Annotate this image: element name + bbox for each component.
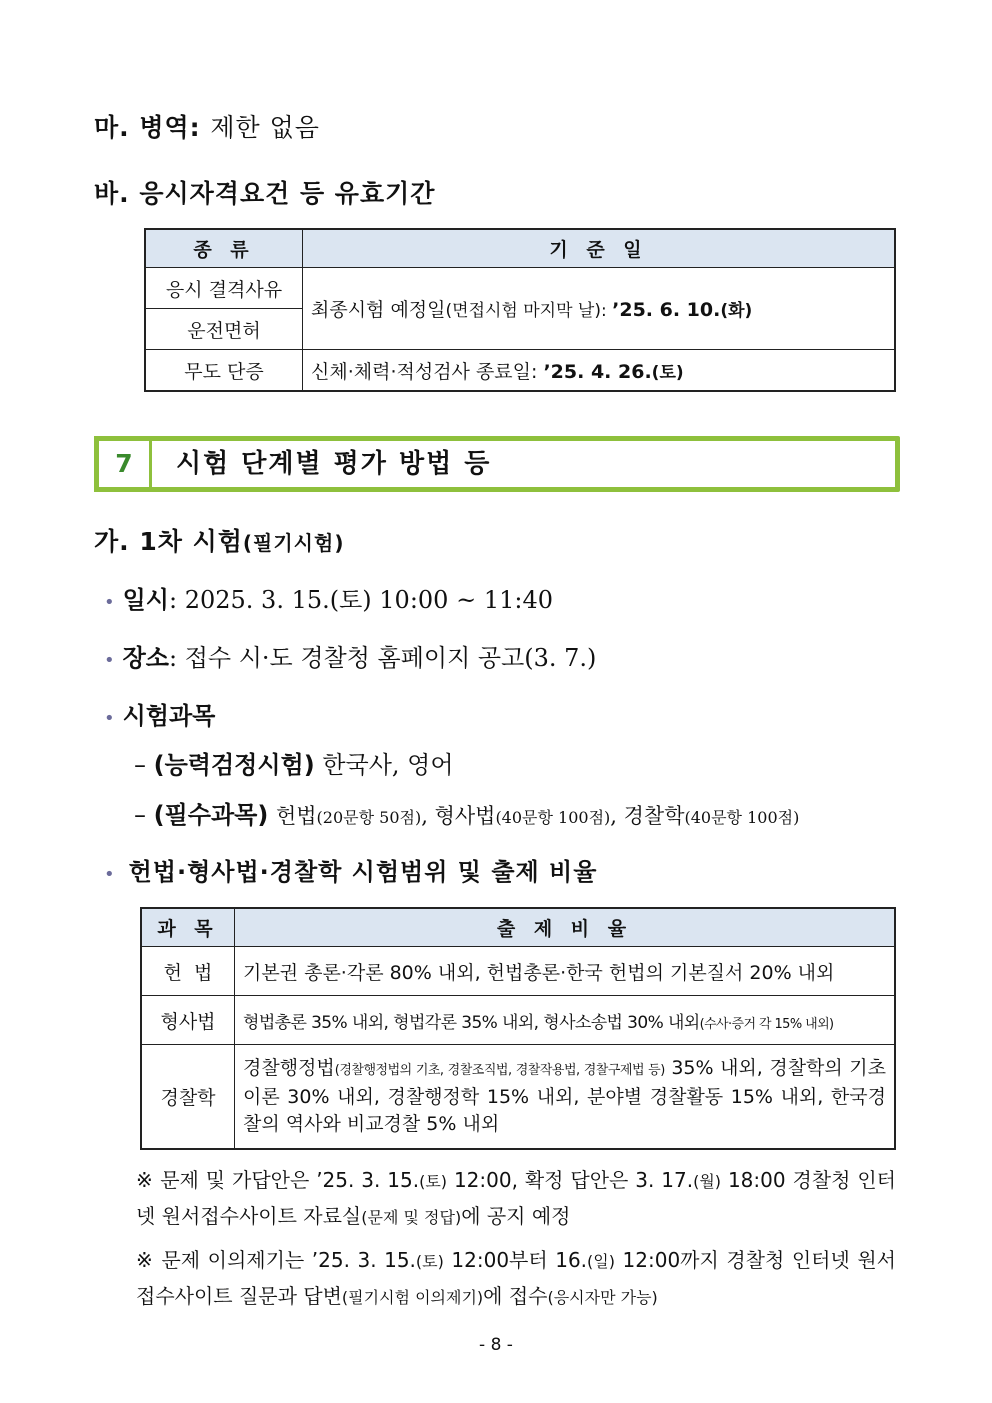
req-v3: , 경찰학: [610, 804, 685, 828]
req-v2: , 형사법: [421, 804, 496, 828]
table-row: [141, 1045, 895, 1149]
note-answers: [136, 1163, 896, 1235]
dash-icon: –: [134, 801, 154, 829]
req-s3: (40문항 100점): [684, 808, 800, 827]
ratio-c1-small: (경찰행정법의 기초, 경찰조직법, 경찰작용법, 경찰구제법 등): [334, 1062, 665, 1078]
note-text: 에 접수: [483, 1284, 548, 1308]
table-header-type: 종 류: [145, 229, 303, 268]
row-type: 무도 단증: [145, 350, 303, 392]
note-small: (문제 및 정답): [361, 1208, 462, 1227]
note-small: (응시자만 가능): [547, 1288, 658, 1307]
ratio-c2: 35% 내외, 경찰학의 기초이론 30% 내외, 경찰행정학 15% 내외, 분야별 경찰활동 15% 내외, 한국경찰의 역사와 비교경찰 5% 내외: [243, 1056, 886, 1135]
note-text: 12:00, 확정 답안은 3. 17.: [447, 1168, 694, 1192]
range-title-line: [104, 852, 597, 887]
merged-date-cell: [303, 268, 896, 350]
date-main: 신체·체력·적성검사 종료일:: [311, 360, 544, 383]
ratio-content: 기본권 총론·각론 80% 내외, 헌법총론·한국 헌법의 기본질서 20% 내외: [235, 947, 896, 996]
exam1-heading-small: (필기시험): [242, 531, 345, 555]
banner-title: 시험 단계별 평가 방법 등: [176, 449, 492, 479]
note-text: ※ 문제 이의제기는 ’25. 3. 15.: [136, 1248, 416, 1272]
note-small: (필기시험 이의제기): [341, 1288, 484, 1307]
note-text: 에 공지 예정: [461, 1204, 571, 1228]
req-s1: (20문항 50점): [316, 808, 422, 827]
note-small: (토): [419, 1172, 448, 1191]
table-header-subject: 과 목: [141, 908, 235, 947]
ratio-subject: 경찰학: [141, 1045, 235, 1149]
place-label: 장소: [122, 644, 169, 672]
req-s2: (40문항 100점): [495, 808, 611, 827]
ratio-content-cell: [235, 1045, 896, 1149]
date-value: : 2025. 3. 15.(토) 10:00 ~ 11:40: [169, 586, 553, 614]
military-service-value: 제한 없음: [210, 113, 320, 142]
note-small: (일): [587, 1252, 615, 1271]
merged-small: (면접시험 마지막 날):: [445, 301, 613, 321]
military-service-line: [94, 108, 320, 144]
ability-value: 한국사, 영어: [322, 751, 454, 779]
note-text: 18:00 경찰청 인터넷 원서접수사이트 자료실: [136, 1168, 896, 1228]
ability-line: [134, 745, 454, 780]
subjects-label: 시험과목: [122, 702, 216, 730]
table-row: [141, 996, 895, 1045]
exam1-heading: [94, 522, 344, 558]
merged-suffix: (화): [720, 301, 753, 321]
exam1-heading-text: 가. 1차 시험: [94, 527, 243, 556]
ratio-content: 형법총론 35% 내외, 형법각론 35% 내외, 형사소송법 30% 내외: [243, 1012, 700, 1033]
page-number: - 8 -: [479, 1335, 513, 1355]
bullet-icon: •: [104, 708, 115, 729]
table-row: [145, 268, 895, 309]
bullet-icon: •: [104, 592, 115, 613]
ratio-c1: 경찰행정법: [243, 1056, 335, 1079]
ratio-table: [140, 907, 896, 1150]
note-small: (토): [415, 1252, 444, 1271]
bullet-icon: •: [104, 864, 115, 885]
ratio-content-cell: [235, 996, 896, 1045]
ratio-subject: 헌 법: [141, 947, 235, 996]
exam-place-line: [104, 638, 596, 673]
row-type: 운전면허: [145, 309, 303, 350]
ratio-subject: 형사법: [141, 996, 235, 1045]
range-title: 헌법·형사법·경찰학 시험범위 및 출제 비율: [128, 858, 598, 886]
ability-label: (능력검정시험): [153, 751, 315, 779]
note-text: 12:00까지 경찰청 인터넷 원서접수사이트 질문과 답변: [136, 1248, 896, 1308]
note-text: 12:00부터 16.: [443, 1248, 588, 1272]
required-label: (필수과목): [153, 801, 269, 829]
place-value: : 접수 시·도 경찰청 홈페이지 공고(3. 7.): [169, 644, 597, 672]
merged-bold: ’25. 6. 10.: [612, 299, 721, 321]
exam-date-line: [104, 580, 553, 615]
row-type: 응시 결격사유: [145, 268, 303, 309]
table-row: [141, 947, 895, 996]
required-line: [134, 795, 799, 830]
table-header-date: 기 준 일: [303, 229, 896, 268]
validity-table: [144, 228, 896, 392]
date-bold: ’25. 4. 26.: [543, 360, 652, 383]
table-row: [145, 350, 895, 392]
dash-icon: –: [134, 751, 154, 779]
ratio-content-small: (수사·증거 각 15% 내외): [699, 1016, 834, 1032]
note-objection: [136, 1243, 896, 1315]
banner-number: 7: [94, 436, 149, 492]
section-banner: [94, 436, 900, 492]
merged-main: 최종시험 예정일: [311, 299, 446, 321]
note-text: ※ 문제 및 가답안은 ’25. 3. 15.: [136, 1168, 420, 1192]
banner-inner: [149, 441, 895, 487]
table-header-ratio: 출 제 비 율: [235, 908, 896, 947]
bullet-icon: •: [104, 650, 115, 671]
date-suffix: (토): [651, 362, 684, 383]
note-small: (월): [693, 1172, 722, 1191]
military-service-label: 마. 병역:: [94, 113, 201, 142]
row-date: [303, 350, 896, 392]
date-label: 일시: [122, 586, 169, 614]
req-v1: 헌법: [275, 804, 317, 828]
validity-heading: 바. 응시자격요건 등 유효기간: [94, 179, 436, 208]
exam-subjects-line: [104, 696, 215, 731]
